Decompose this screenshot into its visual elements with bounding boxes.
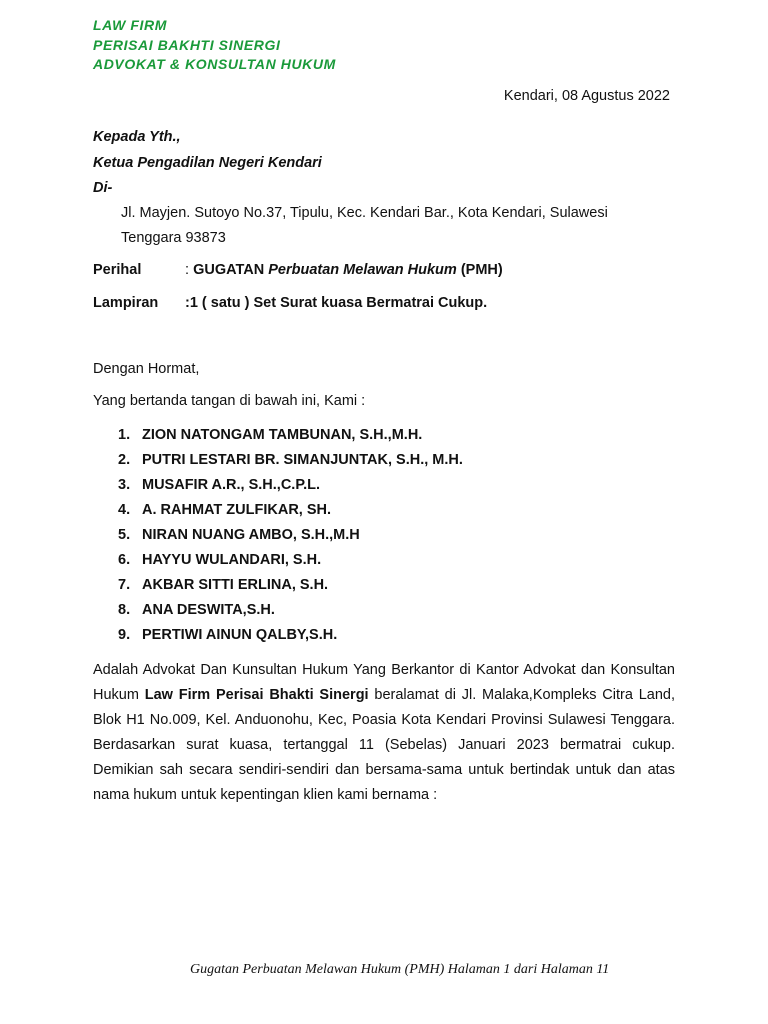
paragraph-text-1: Adalah Advokat Dan Kunsultan Hukum Yang Berkantor di Kantor Advokat dan Konsultan Hukum — [93, 662, 675, 703]
perihal-value — [185, 262, 503, 278]
letterhead-line-3: ADVOKAT & KONSULTAN HUKUM — [93, 56, 336, 72]
list-item — [118, 547, 678, 572]
lampiran-value: :1 ( satu ) Set Surat kuasa Bermatrai Cukup. — [185, 295, 488, 311]
list-number: 3. — [118, 476, 131, 493]
recipient-address-line-2: Tenggara 93873 — [121, 230, 226, 246]
perihal-gugatan: GUGATAN — [193, 262, 269, 278]
perihal-label: Perihal — [93, 262, 142, 278]
paragraph-text-2: beralamat di Jl. Malaka,Kompleks Citra Land, Blok H1 No.009, Kel. Anduonohu, Kec, Poasia Kota Kendari Provinsi Sulawesi Tenggara. Berdasarkan surat kuasa, tertanggal 11 (Sebelas) Januari 2023 bermatrai cukup. Demikian sah secara sendiri-sendiri dan bersama-sama untuk bertindak untuk dan atas nama hukum untuk kepentingan klien kami bernama : — [93, 687, 675, 803]
recipient-di: Di- — [93, 180, 113, 196]
advocate-name: PERTIWI AINUN QALBY,S.H. — [142, 626, 338, 643]
page-footer: Gugatan Perbuatan Melawan Hukum (PMH) Halaman 1 dari Halaman 11 — [190, 962, 610, 977]
perihal-pmh: (PMH) — [456, 262, 503, 278]
list-item — [118, 422, 678, 447]
list-item — [118, 472, 678, 497]
advocate-name: AKBAR SITTI ERLINA, S.H. — [142, 576, 329, 593]
advocate-list — [118, 422, 678, 647]
recipient-name: Ketua Pengadilan Negeri Kendari — [93, 155, 322, 171]
lampiran-label: Lampiran — [93, 295, 159, 311]
list-number: 8. — [118, 601, 131, 618]
list-number: 7. — [118, 576, 131, 593]
recipient-address-line-1: Jl. Mayjen. Sutoyo No.37, Tipulu, Kec. Kendari Bar., Kota Kendari, Sulawesi — [121, 205, 608, 221]
list-number: 4. — [118, 501, 131, 518]
list-item — [118, 597, 678, 622]
letterhead-line-1: LAW FIRM — [93, 17, 168, 33]
perihal-pmh-italic: Perbuatan Melawan Hukum — [268, 262, 457, 278]
body-paragraph — [93, 658, 675, 808]
list-number: 5. — [118, 526, 131, 543]
list-item — [118, 572, 678, 597]
list-item — [118, 522, 678, 547]
list-item — [118, 622, 678, 647]
recipient-salutation: Kepada Yth., — [93, 129, 181, 145]
list-number: 2. — [118, 451, 131, 468]
letter-date: Kendari, 08 Agustus 2022 — [503, 88, 670, 104]
advocate-name: A. RAHMAT ZULFIKAR, SH. — [142, 501, 332, 518]
advocate-name: ANA DESWITA,S.H. — [142, 601, 275, 618]
advocate-name: NIRAN NUANG AMBO, S.H.,M.H — [142, 526, 360, 543]
advocate-name: HAYYU WULANDARI, S.H. — [142, 551, 322, 568]
advocate-name: PUTRI LESTARI BR. SIMANJUNTAK, S.H., M.H. — [142, 451, 463, 468]
list-number: 6. — [118, 551, 131, 568]
intro-text: Yang bertanda tangan di bawah ini, Kami : — [93, 393, 366, 409]
perihal-colon: : — [185, 262, 194, 278]
advocate-name: MUSAFIR A.R., S.H.,C.P.L. — [142, 476, 321, 493]
list-number: 9. — [118, 626, 131, 643]
list-number: 1. — [118, 426, 131, 443]
list-item — [118, 497, 678, 522]
list-item — [118, 447, 678, 472]
greeting: Dengan Hormat, — [93, 361, 200, 377]
letterhead-line-2: PERISAI BAKHTI SINERGI — [93, 37, 281, 53]
firm-name: Law Firm Perisai Bhakti Sinergi — [144, 687, 369, 703]
advocate-name: ZION NATONGAM TAMBUNAN, S.H.,M.H. — [142, 426, 423, 443]
